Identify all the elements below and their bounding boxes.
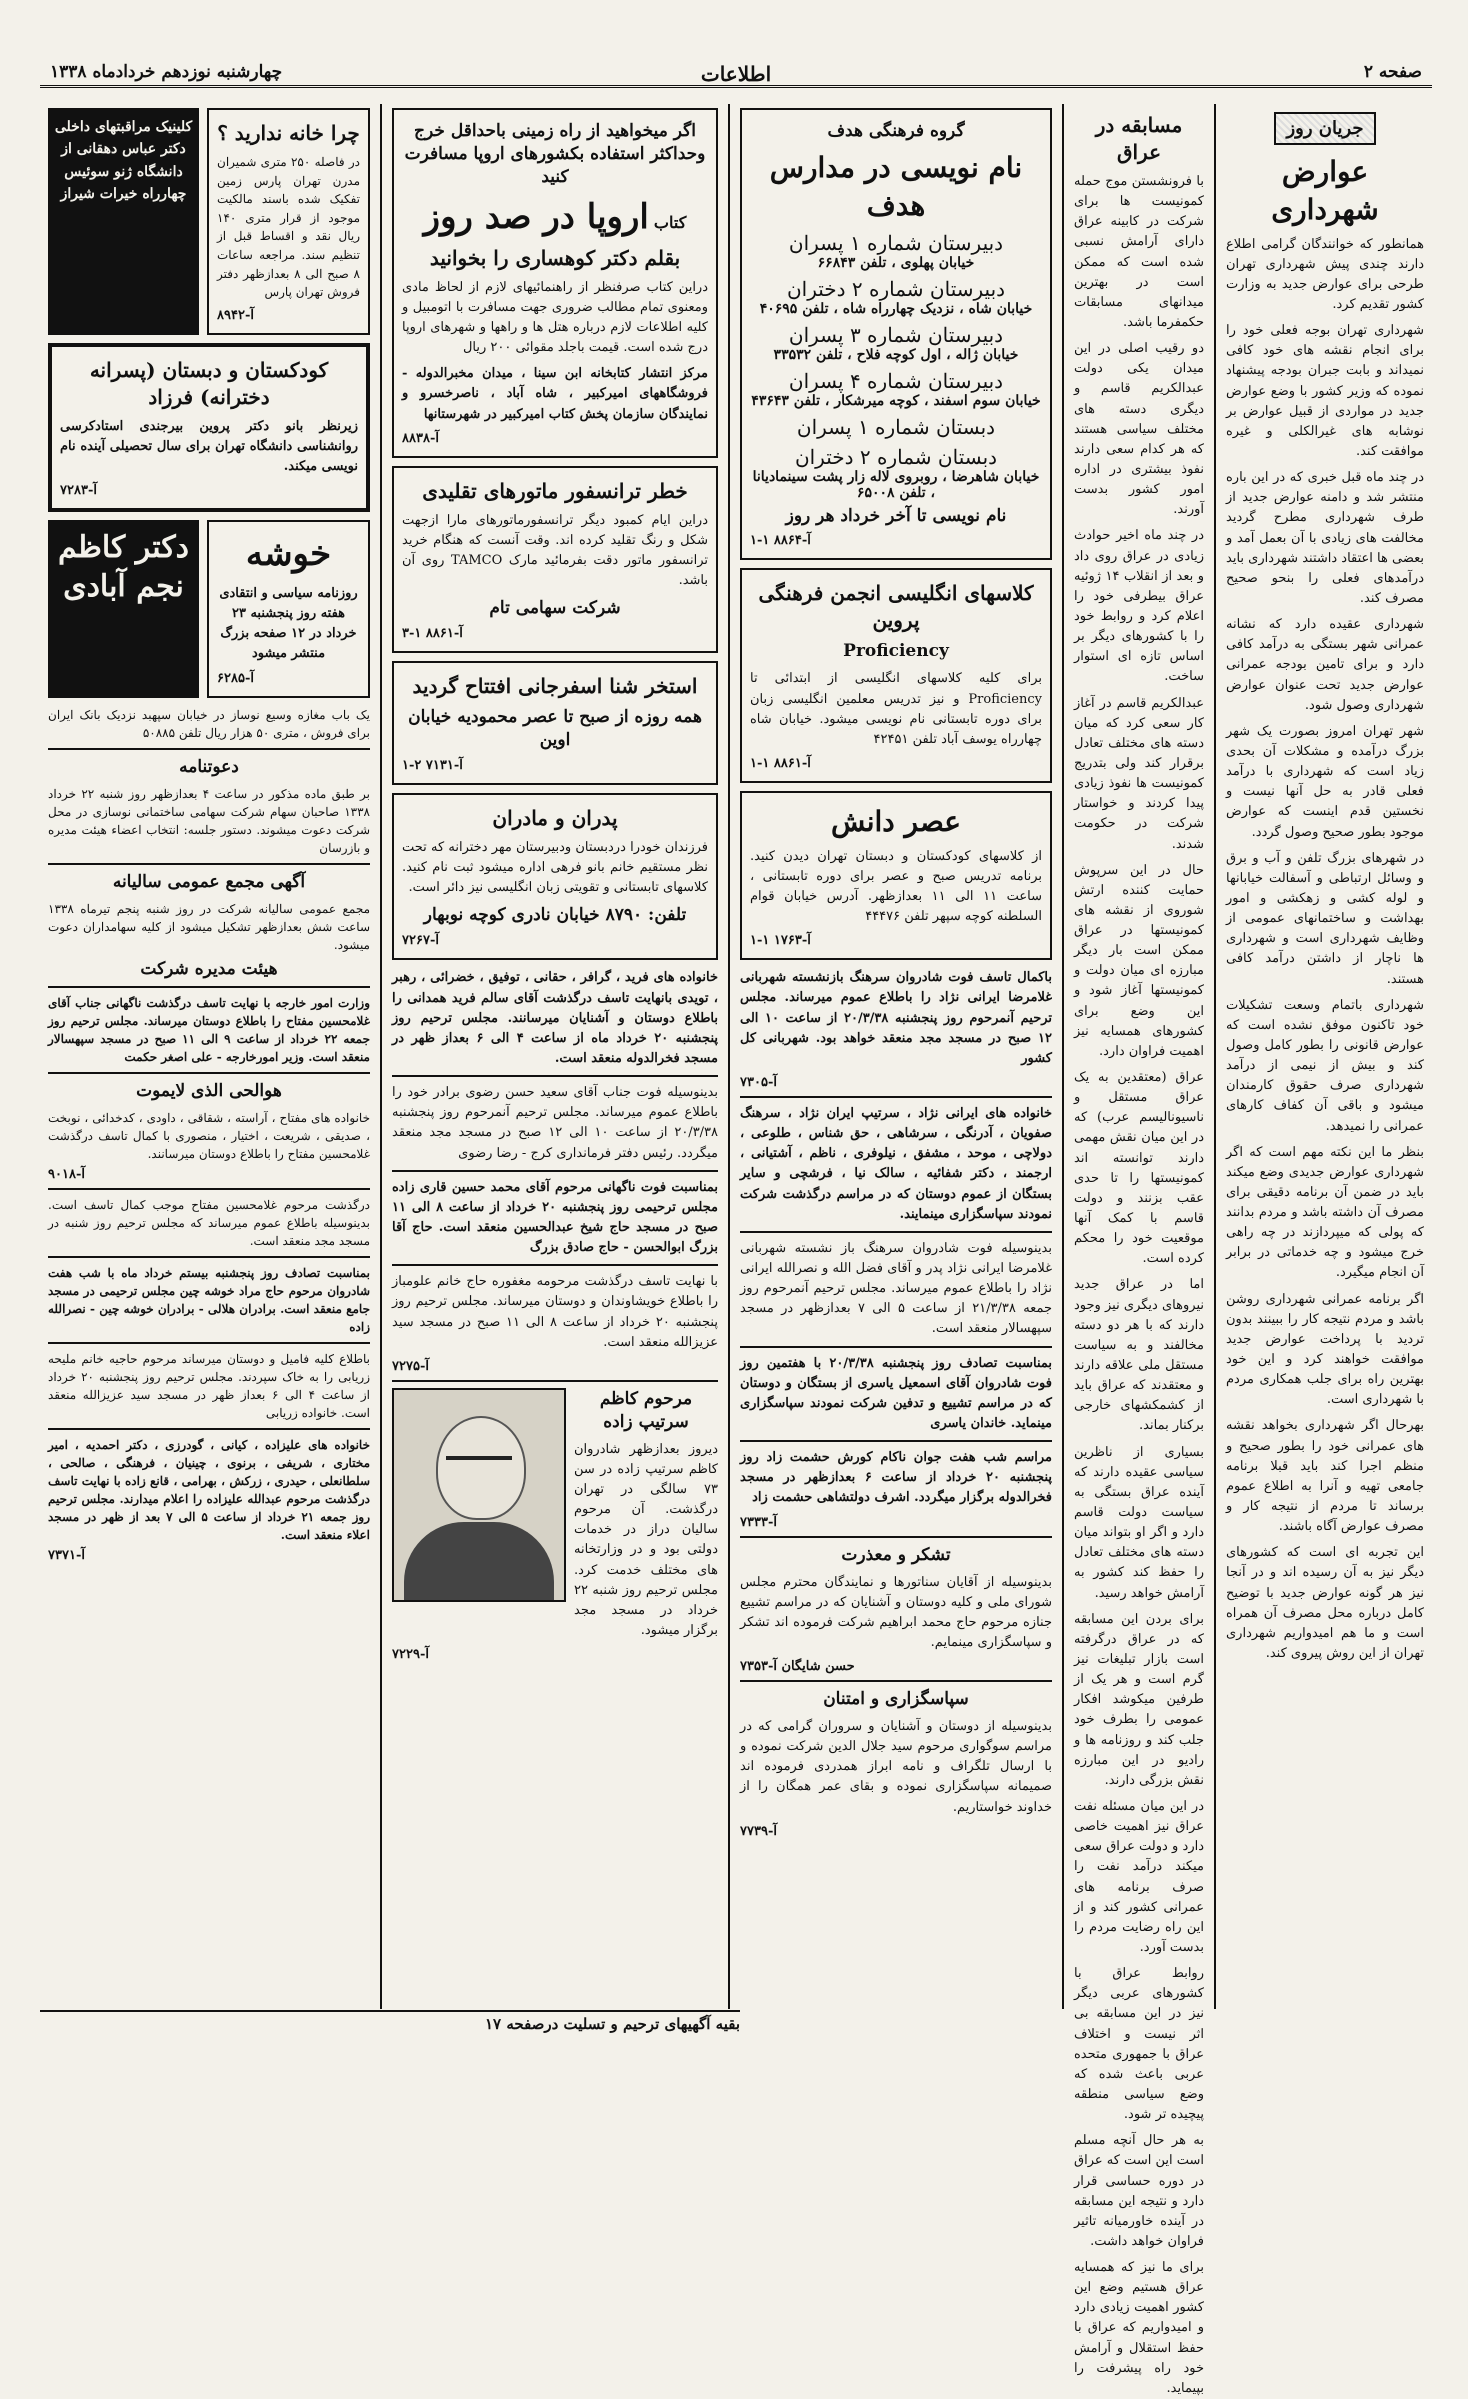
ad-title: پدران و مادران — [492, 806, 618, 831]
book-title: اروپا در صد روز — [423, 196, 649, 237]
ad-text: از کلاسهای کودکستان و دبستان تهران دیدن کنید. برنامه تدریس صبح و عصر برای دوره تابستانی ، ساعت ۱۱ الی ۱۱ بعدازظهر. آدرس خیابان قوام السلطنه کوچه سپهر تلفن ۴۴۴۷۶ — [750, 848, 1042, 925]
notice-ref: حسن شایگان آ-۷۳۵۳ — [740, 1659, 855, 1675]
divider — [740, 1346, 1052, 1348]
editorial-paragraph: شهرداری تهران بوجه فعلی خود را برای انجام نقشه های خود کافی نمیداند و بابت جبران بودجه پیشنهاد نموده که وزیر کشور با وضع عوارض جدید در مواردی از قبیل عوارض بر نوشابه های غیرالکلی و غیره موافقت کند. — [1226, 323, 1424, 459]
article-paragraph: عبدالکریم قاسم در آغاز کار سعی کرد که میان دسته های مختلف تعادل برقرار کند ولی بتدریج کمونیست ها نفوذ زیادی پیدا کردند و خواستار شرکت در حکومت شدند. — [1074, 695, 1204, 852]
ad-headline: نام نویسی در مدارس هدف — [769, 150, 1023, 222]
school-name: دبیرستان شماره ۱ پسران — [788, 230, 1004, 255]
obituary-notice: خانواده های علیزاده ، کیانی ، گودرزی ، دکتر احمدیه ، امیر مختاری ، شریفی ، برنوی ، چینیان ، فرهنگی ، صالحی ، سلطانعلی ، حیدری ، زرکش ، بهرامی ، قانع زاده با نهایت تاسف درگذشت مرحوم عبدالله علیزاده را اعلام میدارند. مجلس ترحیم روز جمعه ۲۱ خرداد از ساعت ۵ الی ۷ بعد از ظهر در مسجد اعلاء منعقد است. — [48, 1438, 370, 1543]
editorial-paragraph: شهر تهران امروز بصورت یک شهر بزرگ درآمده و مشکلات آن بحدی زیاد است که شهرداری با درآمد فعلی قادر به حل آنها نیست و نخستین قدم اینست که عوارض موجود بطور صحیح وصول گردد. — [1226, 723, 1424, 840]
article-paragraph: با فرونشستن موج حمله کمونیست ها برای شرکت در کابینه عراق دارای آرامش نسبی شده است که ممکن است در بهترین میدانهای مسابقات حکمفرما باشد. — [1074, 174, 1204, 330]
book-banner: اگر میخواهید از راه زمینی باحداقل خرج وحداکثر استفاده بکشورهای اروپا مسافرت کنید — [404, 121, 706, 187]
ad-text: برای کلیه کلاسهای انگلیسی از ابتدائی تا Proficiency و نیز تدریس معلمین انگلیسی زبان برای دوره تابستانی نام نویسی میشود. خیابان شاه چهارراه یوسف آباد تلفن ۴۲۴۵۱ — [750, 671, 1042, 747]
notice-title: آگهی مجمع عمومی سالیانه — [112, 871, 306, 892]
column-rule — [728, 104, 730, 2009]
editorial-paragraph: شهرداری باتمام وسعت تشکیلات خود تاکنون موفق نشده است که عوارض قانونی را بطور کامل وصول کند و بیش از نیمی از درآمد شهرداری صرف حقوق کارمندان میشود و باقی آن کفاف کارهای عمرانی را نمیدهد. — [1226, 997, 1424, 1134]
divider — [48, 863, 370, 865]
article-paragraph: عراق (معتقدین به یک عراق مستقل و ناسیونالیسم عرب) که در این میان نقش مهمی دارند توانسته اند کمونیستها را تا حدی عقب بزنند و دولت قاسم با کمک آنها موقعیت خود را محکم کرده است. — [1074, 1070, 1204, 1267]
article-paragraph: حال در این سرپوش حمایت کننده ارتش شوروی از نقشه های کمونیستها در عراق ممکن است بار دیگر مبارزه ای میان دولت و کمونیستها آغاز شود و این وضع برای کشورهای همسایه نیز اهمیت فراوان دارد. — [1074, 862, 1204, 1059]
ad-company: شرکت سهامی تام — [489, 598, 621, 619]
doctor-sign-ad: دکتر کاظم نجم آبادی — [48, 520, 199, 697]
editorial-paragraph: این تجربه ای است که کشورهای دیگر نیز به آن رسیده اند و در آنجا نیز هر گونه عوارض جدید با توضیح کامل درباره محل مصرف آن همراه است و ما هم امیدواریم شهرداری تهران از این روش پیروی کند. — [1226, 1545, 1424, 1662]
ad-text: روزنامه سیاسی و انتقادی هفته روز پنجشنبه ۲۳ خرداد در ۱۲ صفحه بزرگ منتشر میشود — [219, 586, 358, 662]
ad-title: کودکستان و دبستان (پسرانه دخترانه) فرزاد — [89, 357, 329, 409]
ad-title: خطر ترانسفور ماتورهای تقلیدی — [422, 478, 688, 503]
book-author: بقلم دکتر کوهساری را بخوانید — [429, 245, 681, 270]
land-sale-ad — [207, 108, 370, 335]
editorial-paragraph: بنظر ما این نکته مهم است که اگر شهرداری عوارض جدیدی وضع میکند باید در ضمن آن برنامه دقیقی برای مصرف آن داشته باشد و مردم بدانند که پولی که میپردازند در چه راهی خرج میشود و چه خدماتی در برابر آن انجام میگیرد. — [1226, 1144, 1424, 1281]
column-iraq-contest — [1066, 104, 1212, 2396]
divider — [392, 1264, 718, 1266]
divider — [392, 1380, 718, 1382]
obituary-notice: باکمال تاسف فوت شادروان سرهنگ بازنشسته شهربانی غلامرضا ایرانی نژاد را باطلاع عموم میرساند. مجلس ترحیم آنمرحوم روز پنجشنبه ۲۰/۳/۳۸ از ساعت ۱۰ الی ۱۲ صبح در مسجد مجد منعقد خواهد بود. شهربانی کل کشور — [740, 970, 1053, 1066]
school-name: دبیرستان شماره ۳ پسران — [788, 322, 1004, 347]
ad-ref: آ-۷۱۳۱ ۲-۱ — [402, 758, 463, 774]
ad-ref: آ-۷۲۶۷ — [402, 933, 439, 949]
article-paragraph: برای ما نیز که همسایه عراق هستیم وضع این کشور اهمیت زیادی دارد و امیدواریم که عراق با حفظ استقلال و آرامش خود راه پیشرفت را بپیماید. — [1074, 2260, 1204, 2396]
daily-current-logo: جریان روز — [1274, 112, 1375, 145]
ad-org: گروه فرهنگی هدف — [827, 121, 965, 141]
column-rule — [380, 104, 382, 2009]
divider — [48, 748, 370, 750]
portrait-photo — [392, 1388, 566, 1602]
ad-title: عصر دانش — [831, 804, 961, 838]
article-paragraph: در چند ماه اخیر حوادث زیادی در عراق روی داد و بعد از انقلاب ۱۴ ژوئیه عراق بیطرفی خود را اعلام کرد و روابط خود را با کشورهای دیگر بر اساس تازه ای استوار ساخت. — [1074, 528, 1204, 685]
portrait-glasses — [446, 1456, 512, 1476]
obituary-notice: بدینوسیله فوت شادروان سرهنگ باز نشسته شهربانی غلامرضا ایرانی نژاد پدر و آقای فضل الله و نصرالله ایرانی نژاد را باطلاع عموم میرساند. مجلس ترحیم آنمرحوم روز جمعه ۲۱/۳/۳۸ از ساعت ۵ الی ۷ بعدازظهر در مسجد سپهسالار منعقد است. — [740, 1240, 1052, 1337]
ad-text: فرزندان خودرا دردبستان ودبیرستان مهر دخترانه که تحت نظر مستقیم خانم بانو فرهی اداره میشود ثبت نام کنید. کلاسهای تابستانی و تقویتی زبان انگلیسی نیز دائر است. — [402, 840, 708, 896]
article-paragraph: به هر حال آنچه مسلم است این است که عراق در دوره حساسی قرار دارد و نتیجه این مسابقه در آینده خاورمیانه تاثیر فراوان خواهد داشت. — [1074, 2133, 1204, 2249]
editorial-paragraph: بهرحال اگر شهرداری بخواهد نقشه های عمرانی خود را بطور صحیح و منظم اجرا کند باید قبلا برنامه جامعی تهیه و آنرا به اطلاع عموم برساند تا مردم از نتیجه کار و مصرف عوارض آگاه باشند. — [1226, 1418, 1424, 1535]
school-address: خیابان شاهرضا ، روبروی لاله زار پشت سینمادیانا ، تلفن ۶۵۰۰۸ — [752, 468, 1040, 501]
parvin-english-ad — [740, 568, 1052, 783]
obituary-notice: بمناسبت تصادف روز پنجشنبه بیستم خرداد ماه با شب هفت شادروان مرحوم حاج مراد خوشه چین مجلس ترحیمی در مسجد جامع منعقد است. برادران هلالی - برادران خوشه چین - نصرالله زاده — [48, 1266, 370, 1335]
article-paragraph: در این میان مسئله نفت عراق نیز اهمیت خاصی دارد و دولت عراق سعی میکند درآمد نفت را صرف برنامه های عمرانی کشور کند و از این راه رضایت مردم را بدست آورد. — [1074, 1798, 1204, 1955]
school-name: دبستان شماره ۱ پسران — [796, 414, 996, 439]
ad-ref: آ-۸۸۶۱ ۱-۱ — [750, 755, 811, 771]
obituary-notice: مراسم شب هفت جوان ناکام کورش حشمت زاد روز پنجشنبه ۲۰ خرداد از ساعت ۶ بعدازظهر در مسجد فخرالدوله برگزار میگردد. اشرف دولتشاهی حشمت زاد — [740, 1450, 1052, 1506]
photo-caption: مرحوم کاظم سرتیپ زاده — [599, 1388, 693, 1432]
thanks-title: سپاسگزاری و امتنان — [823, 1689, 969, 1710]
newspaper-name: اطلاعات — [700, 62, 772, 86]
divider — [740, 1231, 1052, 1233]
divider — [48, 1188, 370, 1190]
shop-sale-ad: یک باب مغازه وسیع نوساز در خیابان سپهبد نزدیک بانک ایران برای فروش ، متری ۵۰ هزار ریال تلفن ۵۰۸۸۵ — [48, 707, 370, 740]
article-paragraph: روابط عراق با کشورهای عربی دیگر نیز در این مسابقه بی اثر نیست و اختلاف عراق با جمهوری متحده عربی باعث شده که وضع سیاسی منطقه پیچیده تر شود. — [1074, 1966, 1204, 2123]
farzad-kindergarten-ad — [48, 343, 370, 512]
divider — [740, 1440, 1052, 1442]
issue-date: چهارشنبه نوزدهم خردادماه ۱۳۳۸ — [50, 62, 283, 82]
school-name: دبیرستان شماره ۲ دختران — [786, 276, 1006, 301]
ad-text: زیرنظر بانو دکتر پروین بیرجندی استادکرسی روانشناسی دانشگاه تهران برای سال تحصیلی آینده نام نویسی میکند. — [60, 418, 358, 475]
notice-title: دعوتنامه — [179, 756, 239, 777]
page-header — [40, 58, 1432, 88]
divider — [48, 986, 370, 988]
obituary-notice: درگذشت مرحوم غلامحسین مفتاح موجب کمال تاسف است. بدینوسیله باطلاع عموم میرساند که مجلس ترحیم روز شنبه در مسجد مجد منعقد است. — [48, 1198, 370, 1249]
ad-text: در فاصله ۲۵۰ متری شمیران مدرن تهران پارس زمین تفکیک شده باسند مالکیت موجود از قرار متری ۱۴۰ ریال نقد و اقساط قبل از تنظیم سند. مراجعه ساعات ۸ صبح الی ۸ بعدازظهر دفتر فروش تهران پارس — [217, 155, 360, 300]
column-ads-book — [384, 104, 726, 2009]
notice-signature: هیئت مدیره شرکت — [140, 958, 278, 979]
obituary-notice: خانواده های ایرانی نژاد ، سرتیپ ایران نژاد ، سرهنگ صفویان ، آدرنگی ، سرشاهی ، حق شناس ، طلوعی ، دولاچی ، موحد ، مشفق ، نیلوفری ، ناظم ، آشتیانی ، ارجمند ، دکتر شفائیه ، سالک نیا ، فرشچی و سایر بستگان از عموم دوستان که در مراسم درگذشت شرکت نمودند سپاسگزاری مینمایند. — [740, 1106, 1052, 1222]
obituary-notice: وزارت امور خارجه با نهایت تاسف درگذشت ناگهانی جناب آقای غلامحسین مفتاح را باطلاع دوستان میرساند. مجلس ترحیم روز جمعه ۲۲ خرداد از ساعت ۹ الی ۱۱ صبح در مسجد سپهسالار منعقد است. وزیر امورخارجه - علی اصغر حکمت — [48, 996, 370, 1065]
continued-footer: بقیه آگهیهای ترحیم و تسلیت درصفحه ۱۷ — [40, 2010, 740, 2036]
ad-ref: آ-۸۸۶۱ ۱-۳ — [402, 626, 463, 642]
school-address: خیابان سوم اسفند ، کوچه میرشکار ، تلفن ۴۳۶۴۳ — [751, 392, 1041, 409]
school-name: دبستان شماره ۲ دختران — [794, 444, 998, 469]
editorial-title: عوارض شهرداری — [1271, 155, 1379, 226]
notice-ref: آ-۷۳۳۳ — [740, 1514, 777, 1530]
obituary-notice: بمناسبت تصادف روز پنجشنبه ۲۰/۳/۳۸ با هفتمین روز فوت شادروان آقای اسمعیل یاسری از بستگان و دوستان که در مراسم تشییع و تدفین شرکت نمودند سپاسگزاری مینماید. خاندان یاسری — [740, 1355, 1053, 1431]
article-paragraph: بسیاری از ناظرین سیاسی عقیده دارند که آینده عراق بستگی به سیاست دولت قاسم دارد و اگر او بتواند میان دسته های مختلف تعادل را حفظ کند کشور به آرامش خواهد رسید. — [1074, 1444, 1204, 1601]
school-address: خیابان پهلوی ، تلفن ۶۶۸۴۳ — [817, 254, 975, 271]
editorial-paragraph: اگر برنامه عمرانی شهرداری روشن باشد و مردم نتیجه کار را ببینند بدون تردید با پرداخت عوارض جدید موافقت خواهند کرد و این خود بهترین راه برای جلب همکاری مردم با شهرداری است. — [1226, 1291, 1424, 1408]
divider — [48, 1428, 370, 1430]
editorial-paragraph: شهرداری عقیده دارد که نشانه عمرانی شهر بستگی به درآمد کافی دارد و برای تامین بودجه عمرانی عوارض جدید تحت عنوان عوارض شهرداری وصول شود. — [1226, 617, 1424, 713]
notice-title: هوالحی الذی لایموت — [136, 1081, 282, 1102]
ad-deadline: نام نویسی تا آخر خرداد هر روز — [785, 505, 1007, 526]
notice-ref: آ-۹۰۱۸ — [48, 1167, 85, 1183]
article-title: مسابقه در عراق — [1095, 113, 1183, 164]
ad-address: تلفن: ۸۷۹۰ خیابان نادری کوچه نوبهار — [423, 905, 687, 926]
book-label: کتاب — [653, 212, 687, 232]
notice-ref: آ-۷۳۰۵ — [740, 1075, 777, 1091]
article-paragraph: دو رقیب اصلی در این میدان یکی دولت عبدالکریم قاسم و دیگری دسته های مختلف سیاسی هستند که هر کدام سعی دارند نفوذ بیشتری در اداره امور کشور بدست آورند. — [1074, 341, 1204, 518]
pool-ad — [392, 661, 718, 785]
divider — [740, 1096, 1052, 1098]
notice-text: مجمع عمومی سالیانه شرکت در روز شنبه پنجم تیرماه ۱۳۳۸ ساعت شش بعدازظهر تشکیل میشود از کلیه سهامداران دعوت میشود. — [48, 901, 370, 952]
ad-title: استخر شنا اسفرجانی افتتاح گردید — [412, 674, 698, 699]
article-paragraph: اما در عراق جدید نیروهای دیگری نیز وجود دارند که با هر دو دسته مخالفند و به سیاست مستقل ملی علاقه دارند و معتقدند که عراق باید از کشمکشهای خارجی برکنار بماند. — [1074, 1277, 1204, 1434]
ad-title: چرا خانه ندارید ؟ — [217, 121, 360, 145]
ad-ref: آ-۱۷۶۳ ۱-۱ — [750, 933, 811, 949]
ad-subtitle: Proficiency — [843, 641, 949, 662]
ad-ref: آ-۸۸۶۴ ۱-۱ — [750, 533, 811, 549]
divider — [392, 1170, 718, 1172]
notice-ref: آ-۷۳۷۱ — [48, 1548, 85, 1564]
column-editorial-municipality — [1218, 104, 1432, 2009]
notice-ref: آ-۷۲۲۹ — [392, 1647, 429, 1663]
divider — [48, 1342, 370, 1344]
obituary-notice: باطلاع کلیه فامیل و دوستان میرساند مرحوم حاجیه خانم ملیحه زریابی را به خاک سپردند. مجلس ترحیم روز پنجشنبه ۲۰ خرداد از ساعت ۴ الی ۶ بعداز ظهر در مسجد سید عزیزالله منعقد است. خانواده زریابی — [48, 1352, 370, 1421]
school-address: خیابان ژاله ، اول کوچه فلاح ، تلفن ۳۳۵۳۲ — [773, 346, 1019, 363]
notice-ref: آ-۷۷۳۹ — [740, 1823, 777, 1839]
divider — [48, 1072, 370, 1074]
divider — [392, 1075, 718, 1077]
ad-title: خوشه — [245, 534, 332, 575]
notice-ref: آ-۷۲۷۵ — [392, 1358, 429, 1374]
clinic-sign-ad: کلینیک مراقبتهای داخلی دکتر عباس دهقانی از دانشگاه ژنو سوئیس چهارراه خیرات شیراز — [48, 108, 199, 335]
column-classifieds — [40, 104, 378, 2009]
thanks-text: بدینوسیله از دوستان و آشنایان و سروران گرامی که در مراسم سوگواری مرحوم سید جلال الدین شرکت نموده و با ارسال تلگراف و نامه ابراز همدردی فرموده اند صمیمانه سپاسگزاری نموده و بقای عمر همگان را از خداوند خواستاریم. — [740, 1719, 1052, 1815]
ad-ref: آ-۸۸۳۸ — [402, 430, 439, 446]
obituary-notice: دیروز بعدازظهر شادروان کاظم سرتیپ زاده در سن ۷۳ سالگی در تهران درگذشت. آن مرحوم سالیان دراز در خدمات دولتی بود و در وزارتخانه های مختلف خدمت کرد. مجلس ترحیم روز شنبه ۲۲ خرداد در مسجد مجد برگزار میشود. — [574, 1441, 718, 1638]
editorial-paragraph: در شهرهای بزرگ تلفن و آب و برق و وسائل ارتباطی و آسفالت خیابانها و لوله کشی و زهکشی و امور بهداشت و ساختمانهای عمومی از وظایف شهرداری است و شهرداری ها ناچار از داشتن درآمد کافی هستند. — [1226, 850, 1424, 987]
editorial-paragraph: همانطور که خوانندگان گرامی اطلاع دارند چندی پیش شهرداری تهران طرحی برای عوارض جدید به وزارت کشور تقدیم کرد. — [1226, 236, 1424, 313]
divider — [740, 1680, 1052, 1682]
obituary-notice: بمناسبت فوت ناگهانی مرحوم آقای محمد حسین قاری زاده مجلس ترحیمی روز پنجشنبه ۲۰ خرداد از ساعت ۸ الی ۱۱ صبح در مسجد حاج شیخ عبدالحسین منعقد است. حاج آقا بزرگ ابوالحسن - حاج صادق بزرگ — [392, 1179, 718, 1256]
obituary-notice: بدینوسیله فوت جناب آقای سعید حسن رضوی برادر خود را باطلاع عموم میرساند. مجلس ترحیم آنمرحوم روز پنجشنبه ۲۰/۳/۳۸ از ساعت ۱۰ الی ۱۲ صبح در مسجد مجد منعقد میگردد. رئیس دفتر فرمانداری کرج - رضا رضوی — [392, 1085, 719, 1161]
column-schools-notices — [732, 104, 1060, 2009]
article-paragraph: برای بردن این مسابقه که در عراق درگرفته است بازار تبلیغات نیز گرم است و هر یک از طرفین میکوشد افکار عمومی را بطرف خود جلب کند و روزنامه ها و رادیو در این مبارزه نقش بزرگی دارند. — [1074, 1611, 1204, 1788]
book-ad — [392, 108, 718, 458]
column-rule — [1062, 104, 1064, 2009]
divider — [48, 1256, 370, 1258]
ad-text: دراین ایام کمبود دیگر ترانسفورماتورهای مارا ازجهت شکل و رنگ تقلید کرده اند. وقت آنست که هنگام خرید ترانسفور ماتور دقت بفرمائید مارک TAMCO روی آن باشد. — [402, 512, 709, 589]
divider — [740, 1536, 1052, 1538]
asre-danesh-ad — [740, 791, 1052, 960]
page-number: صفحه ۲ — [1363, 62, 1422, 82]
school-name: دبیرستان شماره ۴ پسران — [788, 368, 1004, 393]
obituary-notice: با نهایت تاسف درگذشت مرحومه مغفوره حاج خانم علومباز را باطلاع خویشاوندان و دوستان میرساند. مجلس ترحیم روز پنجشنبه ۲۰ خرداد از ساعت ۸ الی ۱۱ صبح در مسجد سید عزیزالله منعقد است. — [392, 1274, 718, 1350]
editorial-paragraph: در چند ماه قبل خبری که در این باره منتشر شد و دامنه عوارض جدید از طرف شهرداری مطرح گردید مخالفت های زیادی با آن بعمل آمد و بعضی ها اعتقاد داشتند شهرداری باید درآمدهای فعلی را بنحو صحیح مصرف کند. — [1226, 470, 1424, 606]
book-distribution: مرکز انتشار کتابخانه ابن سینا ، میدان مخبرالدوله - فروشگاههای امیرکبیر ، شاه آباد ، ناصرخسرو و نمایندگان سازمان پخش کتاب امیرکبیر در شهرستانها — [402, 366, 708, 422]
ad-title: کلاسهای انگلیسی انجمن فرهنگی پروین — [758, 581, 1034, 633]
transformer-ad — [392, 466, 718, 654]
thanks-title: تشکر و معذرت — [841, 1544, 951, 1565]
ad-ref: آ-۷۲۸۳ — [60, 483, 97, 499]
notice-text: بر طبق ماده مذکور در ساعت ۴ بعدازظهر روز شنبه ۲۲ خرداد ۱۳۳۸ صاحبان سهام شرکت سهامی ساختمانی نوسازی در محل شرکت دعوت میشوند. دستور جلسه: انتخاب اعضاء هیئت مدیره و بازرسان — [48, 786, 371, 855]
ad-text: همه روزه از صبح تا عصر محمودیه خیابان اوین — [408, 707, 702, 751]
parents-ad — [392, 793, 718, 960]
thanks-text: بدینوسیله از آقایان سناتورها و نمایندگان محترم مجلس شورای ملی و کلیه دوستان و آشنایان که در مراسم تشییع جنازه مرحوم حاج محمد ابراهیم شرکت فرموده اند تشکر و سپاسگزاری مینمایم. — [740, 1574, 1052, 1650]
column-rule — [1214, 104, 1216, 2009]
ad-ref: آ-۸۹۴۲ — [217, 307, 254, 323]
school-address: خیابان شاه ، نزدیک چهارراه شاه ، تلفن ۴۰۶۹۵ — [759, 300, 1033, 317]
obituary-notice: خانواده های فرید ، گرافر ، حقانی ، توفیق ، خضرائی ، رهبر ، تویدی بانهایت تاسف درگذشت آقای سالم فرید همدانی را باطلاع دوستان و آشنایان میرسانند. مجلس ترحیم روز پنجشنبه ۲۰ خرداد ماه از ساعت ۴ الی ۶ بعداز ظهر در مسجد فخرالدوله منعقد است. — [392, 970, 718, 1066]
khoshe-weekly-ad — [207, 520, 370, 697]
portrait-body — [404, 1522, 554, 1600]
ad-ref: آ-۶۲۸۵ — [217, 670, 254, 686]
hadaf-schools-ad — [740, 108, 1052, 560]
obituary-notice: خانواده های مفتاح ، آراسته ، شقاقی ، داودی ، کدخدائی ، نوبخت ، صدیقی ، شریعت ، اختیار ، منصوری با کمال تاسف درگذشت غلامحسین مفتاح را باطلاع دوستان میرسانند. — [48, 1111, 370, 1162]
book-text: دراین کتاب صرفنظر از راهنمائیهای لازم از لحاظ مادی ومعنوی تمام مطالب ضروری جهت مسافرت با اتومبیل و کلیه اطلاعات لازم درباره هتل ها و راهها و شهرهای اروپا درج شده است. قیمت باجلد مقوائی ۲۰۰ ریال — [402, 279, 708, 356]
